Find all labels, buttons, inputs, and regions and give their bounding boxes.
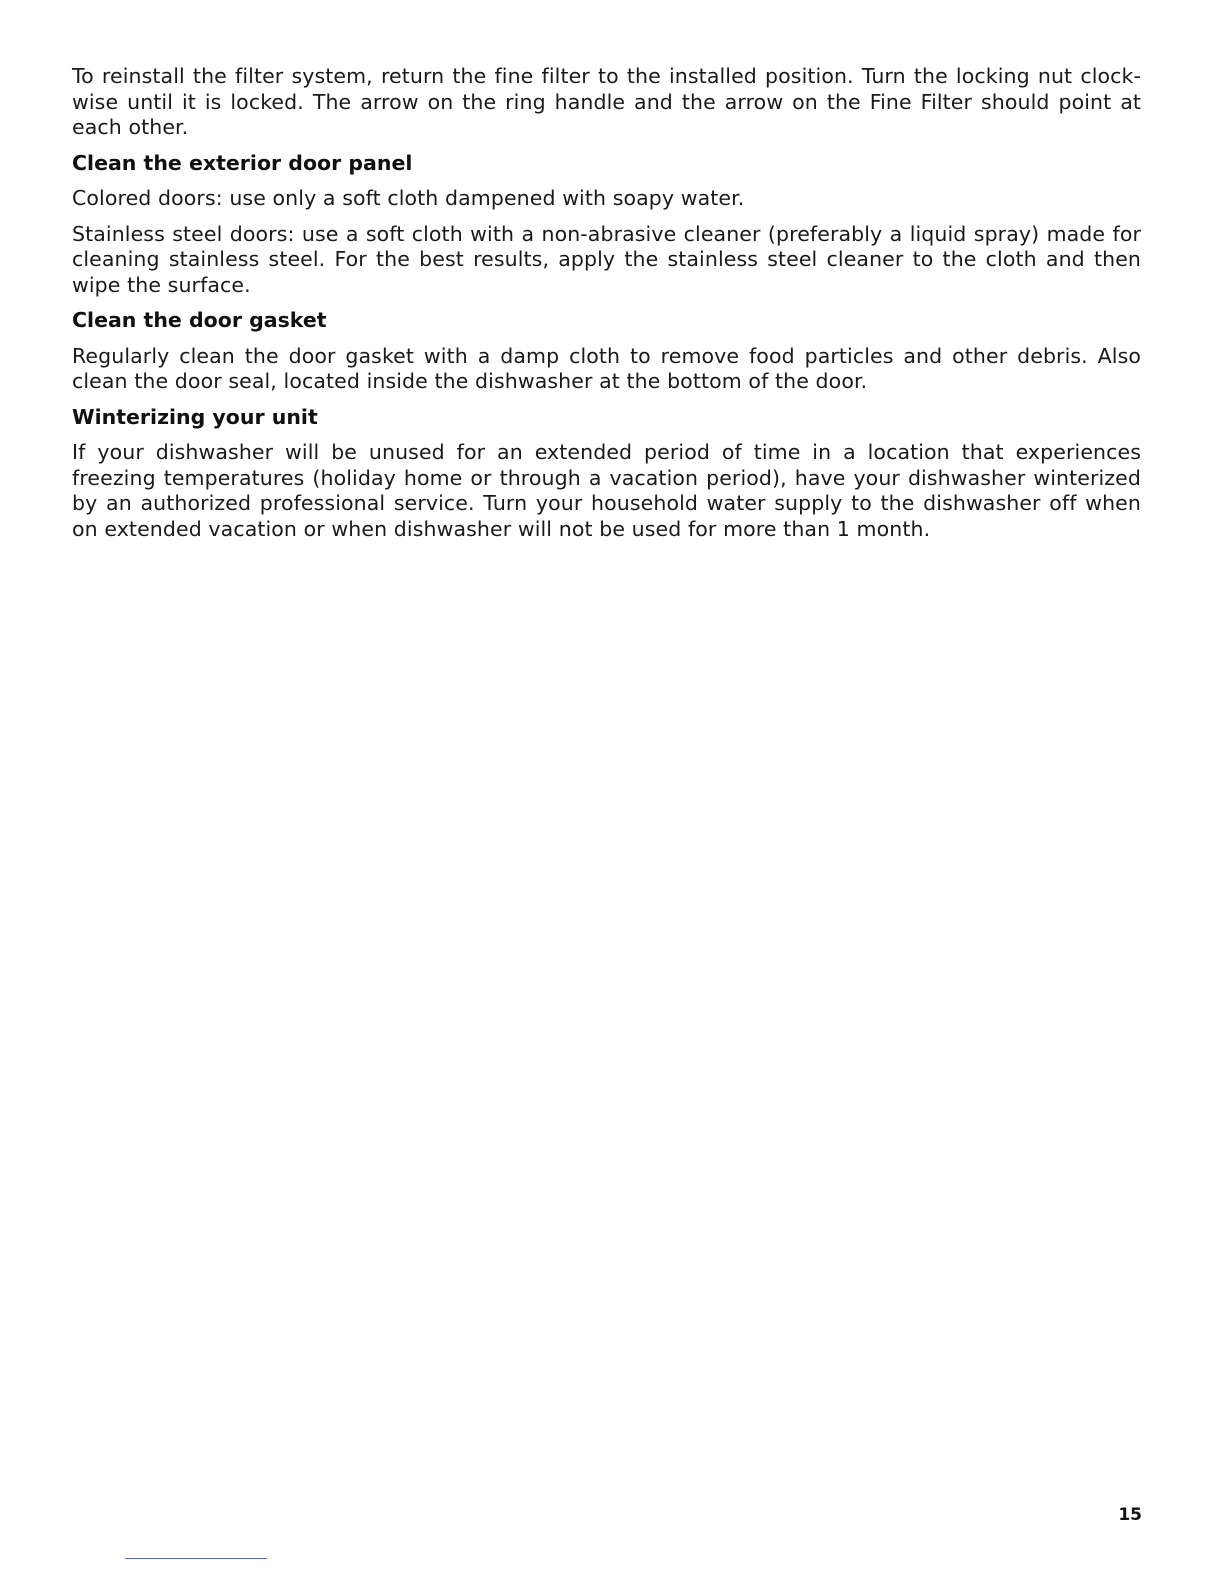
paragraph-stainless-doors: Stainless steel doors: use a soft cloth with a non-abrasive cleaner (preferably a liquid spray) made for cleaning stainless steel. For the best results, apply the stainless steel cleaner to the cloth and then wipe the surface. [72,221,1141,297]
paragraph-winterizing: If your dishwasher will be unused for an extended period of time in a location that experiences freezing temperatures (holiday home or through a vacation period), have your dishwasher winterized by an authorized professional service. Turn your household water supply to the dishwasher off when on extended vacation or when dishwasher will not be used for more than 1 month. [72,440,1141,541]
page-content [72,64,1141,552]
intro-paragraph: To reinstall the filter system, return the fine filter to the installed position. Turn the locking nut clock-wise until it is locked. The arrow on the ring handle and the arrow on the Fine Filter should point at each other. [72,64,1141,139]
footer-rule [125,1558,267,1559]
paragraph-door-gasket: Regularly clean the door gasket with a damp cloth to remove food particles and other debris. Also clean the door seal, located inside the dishwasher at the bottom of the door. [72,343,1141,393]
heading-door-gasket: Clean the door gasket [72,308,327,332]
heading-exterior-door-panel: Clean the exterior door panel [72,150,413,175]
page-number: 15 [1118,1505,1142,1525]
heading-winterizing: Winterizing your unit [72,404,318,429]
paragraph-colored-doors: Colored doors: use only a soft cloth dampened with soapy water. [72,186,745,210]
